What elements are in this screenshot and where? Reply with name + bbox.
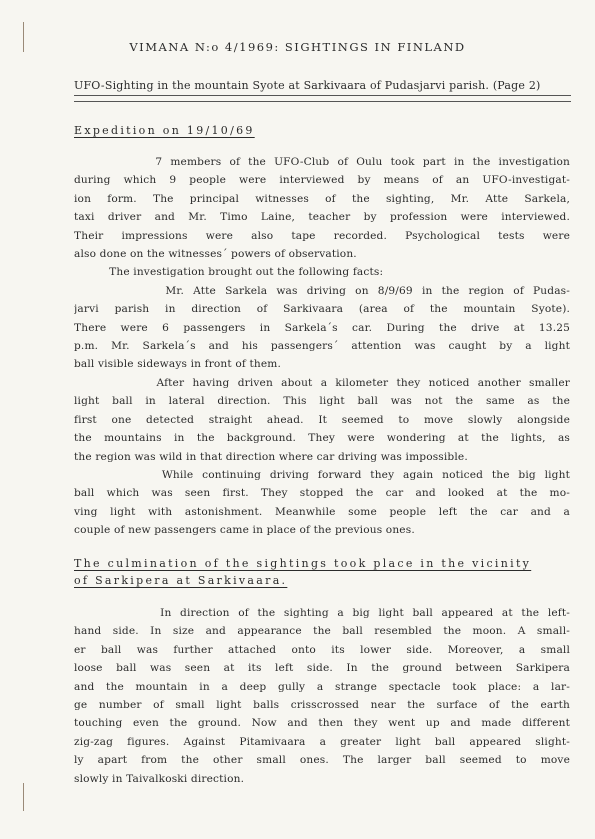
document-subtitle: UFO-Sighting in the mountain Syote at Sarkivaara of Pudasjarvi parish. (Page 2): [74, 79, 541, 92]
text-line: ly apart from the other small ones. The larger ball seemed to move: [74, 754, 570, 767]
text-line: loose ball was seen at its left side. In the ground between Sarkipera: [74, 662, 570, 675]
text-line: In direction of the sighting a big light ball appeared at the left-: [74, 607, 570, 619]
paragraph: [74, 604, 570, 788]
text-line: light ball in lateral direction. This light ball was not the same as the: [74, 395, 570, 408]
section-title-line-1: The culmination of the sightings took place in the vicinity: [74, 557, 532, 570]
text-line: zig-zag figures. Against Pitamivaara a greater light ball appeared slight-: [74, 735, 570, 748]
text-line: Mr. Atte Sarkela was driving on 8/9/69 in the region of Pudas-: [74, 284, 570, 297]
text-line: hand side. In size and appearance the ball resembled the moon. A small-: [74, 625, 570, 638]
text-line: first one detected straight ahead. It seemed to move slowly alongside: [74, 413, 570, 426]
text-line: Their impressions were also tape recorded. Psychological tests were: [74, 229, 570, 242]
text-line: ion form. The principal witnesses of the sighting, Mr. Atte Sarkela,: [74, 192, 570, 205]
text-line: touching even the ground. Now and then they went up and made different: [74, 717, 570, 730]
text-line: also done on the witnesses´ powers of observation.: [74, 248, 357, 261]
section-title-line-2: of Sarkipera at Sarkivaara.: [74, 574, 288, 587]
paragraph: [74, 263, 570, 281]
text-line: couple of new passengers came in place of the previous ones.: [74, 524, 415, 537]
text-line: er ball was further attached onto its lower side. Moreover, a small: [74, 643, 570, 656]
text-line: While continuing driving forward they again noticed the big light: [74, 468, 570, 481]
text-line: ge number of small light balls crisscrossed near the surface of the earth: [74, 699, 570, 712]
section-title-culmination: [74, 557, 531, 587]
text-line: There were 6 passengers in Sarkela´s car. During the drive at 13.25: [74, 321, 570, 334]
text-line: slowly in Taivalkoski direction.: [74, 772, 245, 785]
paragraph: [74, 374, 570, 466]
text-line: ving light with astonishment. Meanwhile some people left the car and a: [74, 505, 570, 518]
text-line: The investigation brought out the following facts:: [74, 266, 384, 279]
text-line: taxi driver and Mr. Timo Laine, teacher by profession were interviewed.: [74, 211, 570, 224]
margin-mark-bottom: [23, 783, 24, 811]
section-culmination-body: [74, 604, 570, 788]
text-line: After having driven about a kilometer they noticed another smaller: [74, 376, 570, 389]
paragraph: [74, 153, 570, 263]
text-line: and the mountain in a deep gully a strange spectacle took place: a lar-: [74, 680, 570, 693]
document-header: VIMANA N:o 4/1969: SIGHTINGS IN FINLAND: [129, 40, 466, 54]
double-rule-divider: [74, 95, 571, 102]
paragraph: [74, 466, 570, 540]
text-line: 7 members of the UFO-Club of Oulu took part in the investigation: [74, 156, 570, 168]
text-line: ball which was seen first. They stopped the car and looked at the mo-: [74, 487, 570, 500]
text-line: jarvi parish in direction of Sarkivaara (area of the mountain Syote).: [74, 303, 570, 316]
text-line: ball visible sideways in front of them.: [74, 358, 281, 371]
paragraph: [74, 282, 570, 374]
text-line: the mountains in the background. They were wondering at the lights, as: [74, 432, 570, 445]
text-line: the region was wild in that direction where car driving was impossible.: [74, 450, 468, 463]
text-line: during which 9 people were interviewed by means of an UFO-investigat-: [74, 174, 570, 187]
section-expedition-body: [74, 153, 570, 540]
text-line: p.m. Mr. Sarkela´s and his passengers´ attention was caught by a light: [74, 340, 570, 353]
section-title-text: Expedition on 19/10/69: [74, 124, 255, 137]
section-title-expedition: [74, 124, 255, 137]
